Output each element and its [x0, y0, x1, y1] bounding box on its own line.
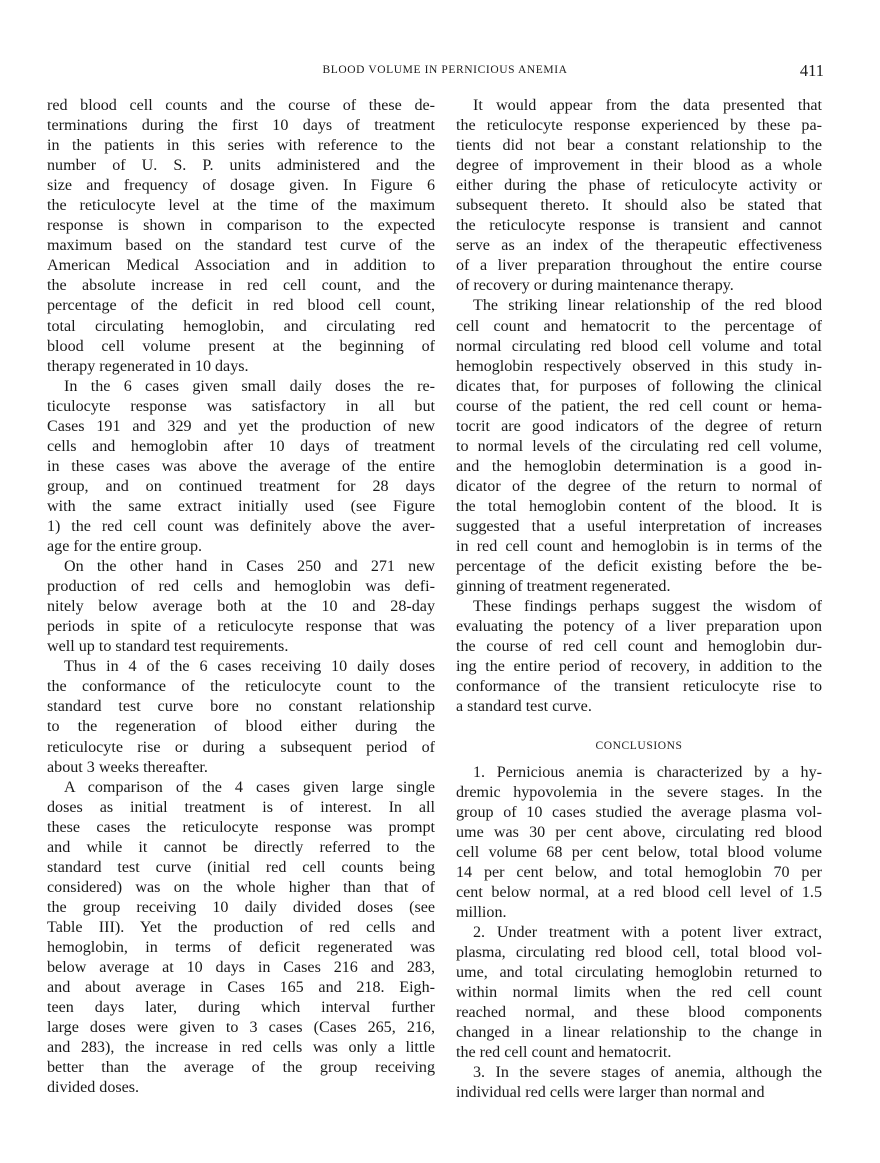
text-line: tients did not bear a constant relationship to the	[456, 137, 822, 155]
text-line: evaluating the potency of a liver preparation upon	[456, 618, 822, 636]
text-line: below average at 10 days in Cases 216 and 283,	[47, 959, 435, 977]
text-line: therapy regenerated in 10 days.	[47, 357, 249, 375]
text-line: in red cell count and hemoglobin is in terms of the	[456, 538, 822, 556]
text-line: cent below normal, at a red blood cell level of 1.5	[456, 883, 822, 901]
text-line: within normal limits when the red cell count	[456, 984, 822, 1002]
text-line: plasma, circulating red blood cell, total blood vol-	[456, 943, 822, 961]
text-line: divided doses.	[47, 1079, 140, 1097]
text-line: the reticulocyte level at the time of the maximum	[47, 197, 435, 215]
text-line: the reticulocyte response is transient and cannot	[456, 217, 822, 235]
text-line: well up to standard test requirements.	[47, 638, 289, 656]
text-line: large doses were given to 3 cases (Cases 265, 216,	[47, 1019, 435, 1037]
text-line: subsequent thereto. It should also be stated that	[456, 197, 822, 215]
discussion-paragraph	[456, 597, 822, 717]
text-line: cell count and hematocrit to the percentage of	[456, 317, 822, 335]
running-title: BLOOD VOLUME IN PERNICIOUS ANEMIA	[322, 64, 568, 76]
text-line: blood cell volume present at the beginning of	[47, 337, 435, 355]
text-line: these cases the reticulocyte response was prompt	[47, 818, 435, 836]
text-line: age for the entire group.	[47, 538, 203, 556]
text-line: the conformance of the reticulocyte count to the	[47, 678, 435, 696]
text-line: 14 per cent below, and total hemoglobin 70 per	[456, 863, 822, 881]
text-line: a standard test curve.	[456, 698, 592, 716]
text-line: of a liver preparation throughout the entire course	[456, 257, 822, 275]
discussion-paragraph	[456, 296, 822, 597]
text-line: American Medical Association and in addition to	[47, 257, 435, 275]
text-line: the absolute increase in red cell count, and the	[47, 277, 435, 295]
text-line: cells and hemoglobin after 10 days of treatment	[47, 437, 435, 455]
text-line: size and frequency of dosage given. In Figure 6	[47, 177, 435, 195]
text-line: terminations during the first 10 days of treatment	[47, 117, 435, 135]
text-line: changed in a linear relationship to the change in	[456, 1024, 822, 1042]
text-line: ume was 30 per cent above, circulating red blood	[456, 823, 822, 841]
text-line: in these cases was above the average of the entire	[47, 457, 435, 475]
text-line: reticulocyte rise or during a subsequent period of	[47, 738, 435, 756]
text-line: red blood cell counts and the course of these de-	[47, 97, 435, 114]
right-column-body-before	[456, 96, 822, 717]
text-line: reached normal, and these blood components	[456, 1004, 822, 1022]
text-line: teen days later, during which interval further	[47, 999, 435, 1017]
text-line: group of 10 cases studied the average plasma vol-	[456, 803, 822, 821]
text-line: hemoglobin, in terms of deficit regenerated was	[47, 938, 435, 956]
text-line: It would appear from the data presented that	[473, 97, 822, 114]
text-line: These findings perhaps suggest the wisdom of	[473, 598, 822, 616]
text-line: group, and on continued treatment for 28 days	[47, 477, 435, 495]
text-line: normal circulating red blood cell volume and total	[456, 337, 822, 355]
text-line: and while it cannot be directly referred to the	[47, 838, 435, 856]
text-line: suggested that a useful interpretation of increases	[456, 517, 822, 535]
text-line: to the regeneration of blood either during the	[47, 718, 435, 736]
text-line: dicator of the degree of the return to normal of	[456, 477, 822, 495]
text-line: of recovery or during maintenance therapy.	[456, 277, 734, 295]
text-line: considered) was on the whole higher than that of	[47, 878, 435, 896]
text-line: course of the patient, the red cell count or hema-	[456, 397, 822, 415]
text-line: serve as an index of the therapeutic effectiveness	[456, 237, 822, 255]
text-line: number of U. S. P. units administered and the	[47, 157, 435, 175]
left-column-paragraph	[47, 557, 435, 657]
right-column	[456, 96, 822, 1103]
text-line: and about average in Cases 165 and 218. Eigh-	[47, 979, 435, 997]
text-line: 1. Pernicious anemia is characterized by a hy-	[473, 763, 822, 781]
text-line: to normal levels of the circulating red cell volume,	[456, 437, 822, 455]
text-line: percentage of the deficit existing before the be-	[456, 558, 822, 576]
text-line: 1) the red cell count was definitely above the aver-	[47, 517, 435, 535]
left-column	[47, 96, 435, 1098]
text-line: dremic hypovolemia in the severe stages. In the	[456, 783, 822, 801]
text-line: nitely below average both at the 10 and 28-day	[47, 598, 435, 616]
text-line: individual red cells were larger than normal and	[456, 1084, 765, 1102]
text-line: ticulocyte response was satisfactory in all but	[47, 397, 435, 415]
text-line: The striking linear relationship of the red blood	[473, 297, 822, 315]
conclusions-list	[456, 763, 822, 1104]
conclusion-paragraph	[456, 763, 822, 923]
text-line: either during the phase of reticulocyte activity or	[456, 177, 822, 195]
left-column-paragraph	[47, 96, 435, 377]
text-line: about 3 weeks thereafter.	[47, 758, 208, 776]
text-line: the group receiving 10 daily divided doses (see	[47, 898, 435, 916]
text-line: periods in spite of a reticulocyte response that was	[47, 618, 435, 636]
text-line: total circulating hemoglobin, and circulating red	[47, 317, 435, 335]
conclusion-paragraph	[456, 923, 822, 1063]
text-line: million.	[456, 903, 507, 921]
text-line: dicates that, for purposes of following the clinical	[456, 377, 822, 395]
text-line: tocrit are good indicators of the degree of return	[456, 417, 822, 435]
text-line: the reticulocyte response experienced by these pa-	[456, 117, 822, 135]
text-line: ginning of treatment regenerated.	[456, 578, 671, 596]
text-line: and the hemoglobin determination is a good in-	[456, 457, 822, 475]
text-line: doses as initial treatment is of interest. In all	[47, 798, 435, 816]
text-line: percentage of the deficit in red blood cell count,	[47, 297, 435, 315]
text-line: with the same extract initially used (see Figure	[47, 497, 435, 515]
text-line: in the patients in this series with reference to the	[47, 137, 435, 155]
text-line: and 283), the increase in red cells was only a little	[47, 1039, 435, 1057]
text-line: response is shown in comparison to the expected	[47, 217, 435, 235]
text-line: In the 6 cases given small daily doses the re-	[64, 377, 435, 395]
running-head	[0, 61, 880, 81]
text-line: Table III). Yet the production of red cells and	[47, 918, 435, 936]
conclusion-paragraph	[456, 1063, 822, 1103]
text-line: degree of improvement in their blood as a whole	[456, 157, 822, 175]
discussion-paragraph	[456, 96, 822, 296]
text-line: Thus in 4 of the 6 cases receiving 10 daily doses	[64, 658, 435, 676]
section-heading-conclusions: CONCLUSIONS	[595, 740, 683, 753]
text-line: ume, and total circulating hemoglobin returned to	[456, 963, 822, 981]
text-line: hemoglobin respectively observed in this study in-	[456, 357, 822, 375]
left-column-paragraph	[47, 778, 435, 1099]
text-line: standard test curve bore no constant relationship	[47, 698, 435, 716]
left-column-paragraph	[47, 377, 435, 557]
text-line: On the other hand in Cases 250 and 271 new	[64, 558, 435, 576]
text-line: Cases 191 and 329 and yet the production of new	[47, 417, 435, 435]
text-line: the total hemoglobin content of the blood. It is	[456, 497, 822, 515]
text-line: conformance of the transient reticulocyte rise to	[456, 678, 822, 696]
text-line: 3. In the severe stages of anemia, although the	[473, 1064, 822, 1082]
text-line: maximum based on the standard test curve of the	[47, 237, 435, 255]
text-line: ing the entire period of recovery, in addition to the	[456, 658, 822, 676]
text-line: 2. Under treatment with a potent liver extract,	[473, 923, 822, 941]
text-line: production of red cells and hemoglobin was defi-	[47, 578, 435, 596]
text-line: cell volume 68 per cent below, total blood volume	[456, 843, 822, 861]
text-line: the red cell count and hematocrit.	[456, 1044, 672, 1062]
text-line: better than the average of the group receiving	[47, 1059, 435, 1077]
text-line: the course of red cell count and hemoglobin dur-	[456, 638, 822, 656]
text-line: standard test curve (initial red cell counts being	[47, 858, 435, 876]
page-number: 411	[799, 61, 824, 80]
left-column-paragraph	[47, 657, 435, 777]
text-line: A comparison of the 4 cases given large single	[64, 778, 435, 796]
